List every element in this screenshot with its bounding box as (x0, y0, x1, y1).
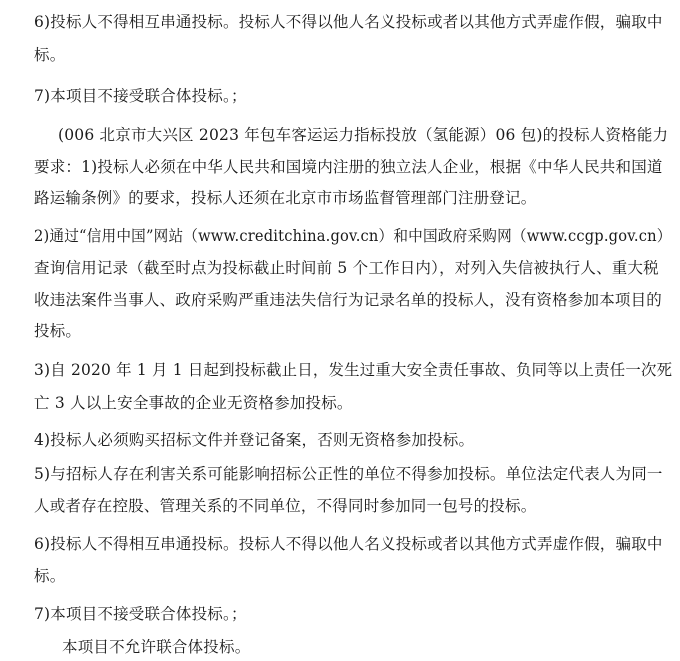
text-line: 投标。 (34, 322, 82, 340)
text-line: 查询信用记录（截至时点为投标截止时间前 5 个工作日内），对列入失信被执行人、重大税 (34, 259, 659, 277)
text-line: 要求：1)投标人必须在中华人民共和国境内注册的独立法人企业，根据《中华人民共和国道 (34, 158, 663, 176)
text-line: 亡 3 人以上安全事故的企业无资格参加投标。 (34, 394, 353, 412)
text-line: 3)自 2020 年 1 月 1 日起到投标截止日，发生过重大安全责任事故、负同等以上责任一次死 (34, 361, 673, 379)
text-line: 本项目不允许联合体投标。 (62, 638, 251, 656)
text-line: 4)投标人必须购买招标文件并登记备案，否则无资格参加投标。 (34, 431, 475, 449)
text-line: 2)通过“信用中国”网站（www.creditchina.gov.cn）和中国政府采购网（www.ccgp.gov.cn） (34, 227, 672, 245)
text-line: 标。 (34, 46, 66, 64)
text-line: 6)投标人不得相互串通投标。投标人不得以他人名义投标或者以其他方式弄虚作假，骗取中 (34, 535, 663, 553)
text-line: 标。 (34, 567, 66, 585)
text-line: 7)本项目不接受联合体投标。； (34, 605, 247, 623)
text-line: 人或者存在控股、管理关系的不同单位，不得同时参加同一包号的投标。 (34, 497, 537, 515)
text-line: (006 北京市大兴区 2023 年包车客运运力指标投放（氢能源）06 包)的投标人资格能力 (58, 126, 669, 144)
text-line: 6)投标人不得相互串通投标。投标人不得以他人名义投标或者以其他方式弄虚作假，骗取中 (34, 13, 663, 31)
text-line: 7)本项目不接受联合体投标。； (34, 87, 247, 105)
text-line: 5)与招标人存在利害关系可能影响招标公正性的单位不得参加投标。单位法定代表人为同一 (34, 465, 663, 483)
text-line: 收违法案件当事人、政府采购严重违法失信行为记录名单的投标人，没有资格参加本项目的 (34, 291, 663, 309)
text-line: 路运输条例》的要求，投标人还须在北京市市场监督管理部门注册登记。 (34, 189, 537, 207)
